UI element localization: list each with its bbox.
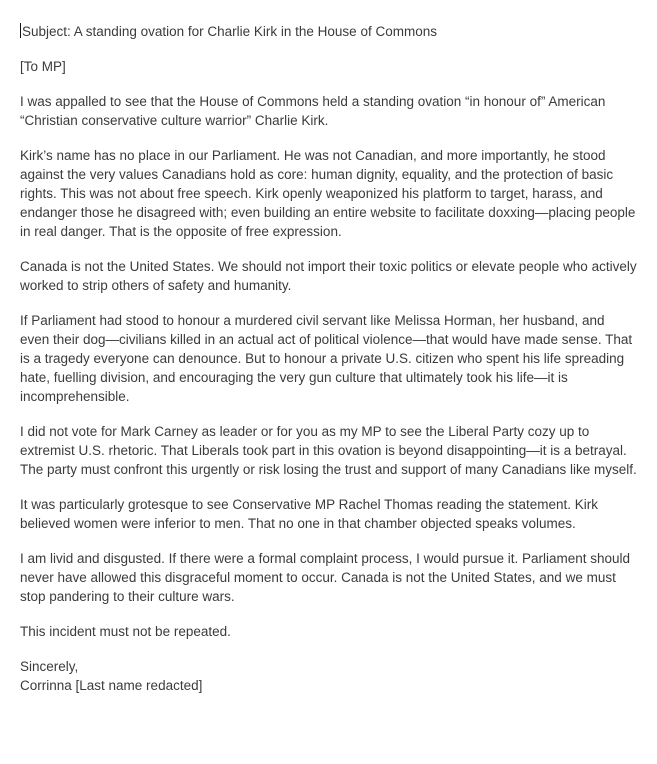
paragraph-canada-not-us: Canada is not the United States. We should not import their toxic politics or elevate people who actively worked to strip others of safety and humanity. [20, 259, 637, 293]
subject-line [20, 22, 637, 41]
paragraph-grotesque: It was particularly grotesque to see Conservative MP Rachel Thomas reading the statement. Kirk believed women were inferior to men. That no one in that chamber objected speaks volumes. [20, 497, 599, 531]
paragraph-liberal-party: I did not vote for Mark Carney as leader or for you as my MP to see the Liberal Party cozy up to extremist U.S. rhetoric. That Liberals took part in this ovation is beyond disappointing—it is a betrayal. The party must confront this urgently or risk losing the trust and support of many Canadians like myself. [20, 424, 637, 477]
text-cursor [20, 23, 21, 38]
salutation-line: [To MP] [20, 59, 66, 74]
subject-text: Subject: A standing ovation for Charlie Kirk in the House of Commons [22, 24, 437, 39]
closing-line: Sincerely, [20, 659, 79, 674]
paragraph-appalled: I was appalled to see that the House of Commons held a standing ovation “in honour of” American “Christian conservative culture warrior” Charlie Kirk. [20, 94, 606, 128]
signature-line: Corrinna [Last name redacted] [20, 678, 203, 693]
signature-block [20, 657, 637, 695]
paragraph-parliament-honour: If Parliament had stood to honour a murdered civil servant like Melissa Horman, her husband, and even their dog—civilians killed in an actual act of political violence—that would have made sense. That is a tragedy everyone can denounce. But to honour a private U.S. citizen who spent his life spreading hate, fuelling division, and encouraging the very gun culture that ultimately took his life—it is incomprehensible. [20, 313, 633, 404]
paragraph-livid: I am livid and disgusted. If there were a formal complaint process, I would pursue it. Parliament should never have allowed this disgraceful moment to occur. Canada is not the United States, and we must stop pandering to their culture wars. [20, 551, 631, 604]
paragraph-not-repeated: This incident must not be repeated. [20, 624, 231, 639]
paragraph-no-place: Kirk’s name has no place in our Parliament. He was not Canadian, and more importantly, he stood against the very values Canadians hold as core: human dignity, equality, and the protection of basic rights. This was not about free speech. Kirk openly weaponized his platform to target, harass, and endanger those he disagreed with; even building an entire website to facilitate doxxing—placing people in real danger. That is the opposite of free expression. [20, 148, 636, 239]
